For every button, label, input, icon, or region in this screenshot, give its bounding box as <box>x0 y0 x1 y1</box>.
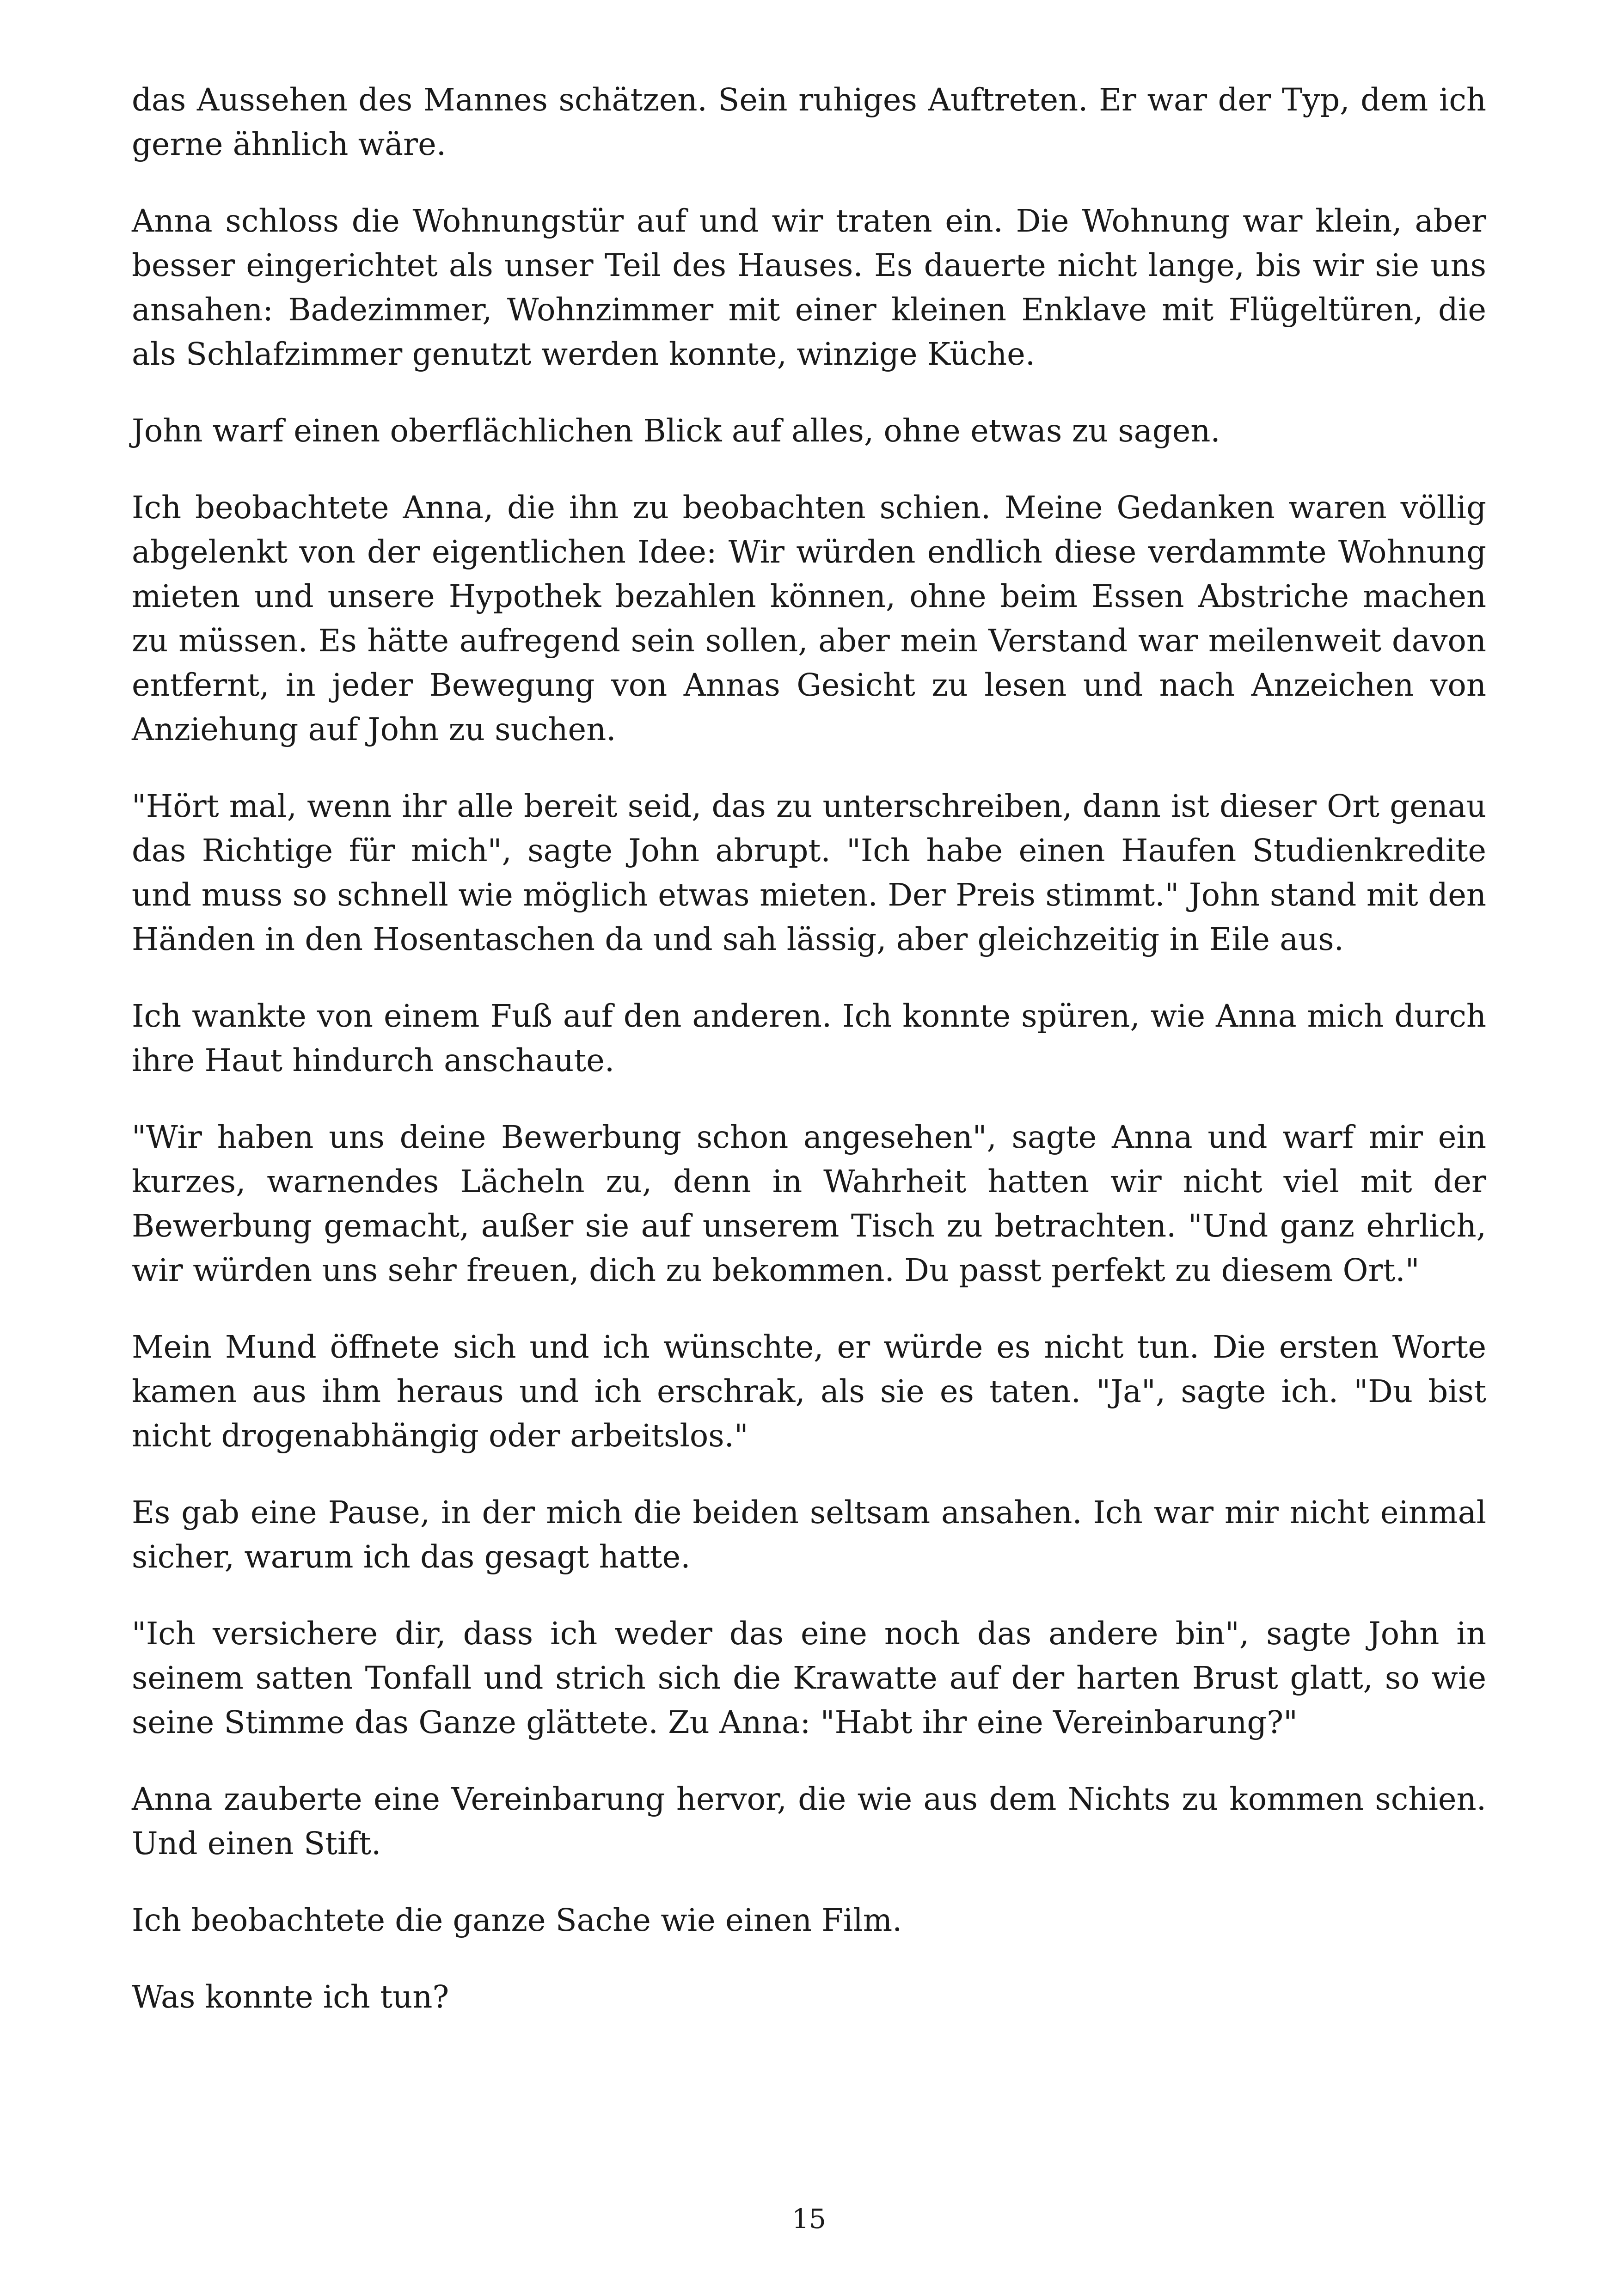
paragraph-5: "Hört mal, wenn ihr alle bereit seid, das zu unterschreiben, dann ist dieser Ort genau das Richtige für mich", sagte John abrupt. "Ich habe einen Haufen Studienkredite und muss so schnell wie möglich etwas mieten. Der Preis stimmt." John stand mit den Händen in den Hosentaschen da und sah lässig, aber gleichzeitig in Eile aus. <box>132 788 1486 957</box>
paragraph-10: "Ich versichere dir, dass ich weder das eine noch das andere bin", sagte John in seinem satten Tonfall und strich sich die Krawatte auf der harten Brust glatt, so wie seine Stimme das Ganze glättete. Zu Anna: "Habt ihr eine Vereinbarung?" <box>132 1616 1486 1740</box>
text-body <box>132 78 1486 2051</box>
paragraph-8: Mein Mund öffnete sich und ich wünschte, er würde es nicht tun. Die ersten Worte kamen aus ihm heraus und ich erschrak, als sie es taten. "Ja", sagte ich. "Du bist nicht drogenabhängig oder arbeitslos." <box>132 1329 1486 1454</box>
paragraph-6: Ich wankte von einem Fuß auf den anderen. Ich konnte spüren, wie Anna mich durch ihre Haut hindurch anschaute. <box>132 998 1486 1078</box>
paragraph-3: John warf einen oberflächlichen Blick auf alles, ohne etwas zu sagen. <box>132 413 1220 449</box>
paragraph-2: Anna schloss die Wohnungstür auf und wir traten ein. Die Wohnung war klein, aber besser eingerichtet als unser Teil des Hauses. Es dauerte nicht lange, bis wir sie uns ansahen: Badezimmer, Wohnzimmer mit einer kleinen Enklave mit Flügeltüren, die als Schlafzimmer genutzt werden konnte, winzige Küche. <box>132 203 1486 372</box>
paragraph-1: das Aussehen des Mannes schätzen. Sein ruhiges Auftreten. Er war der Typ, dem ich gerne ähnlich wäre. <box>132 82 1486 162</box>
paragraph-4: Ich beobachtete Anna, die ihn zu beobachten schien. Meine Gedanken waren völlig abgelenkt von der eigentlichen Idee: Wir würden endlich diese verdammte Wohnung mieten und unsere Hypothek bezahlen können, ohne beim Essen Abstriche machen zu müssen. Es hätte aufregend sein sollen, aber mein Verstand war meilenweit davon entfernt, in jeder Bewegung von Annas Gesicht zu lesen und nach Anzeichen von Anziehung auf John zu suchen. <box>132 490 1486 747</box>
paragraph-13: Was konnte ich tun? <box>132 1979 449 2015</box>
paragraph-11: Anna zauberte eine Vereinbarung hervor, die wie aus dem Nichts zu kommen schien. Und einen Stift. <box>132 1781 1486 1861</box>
paragraph-7: "Wir haben uns deine Bewerbung schon angesehen", sagte Anna und warf mir ein kurzes, warnendes Lächeln zu, denn in Wahrheit hatten wir nicht viel mit der Bewerbung gemacht, außer sie auf unserem Tisch zu betrachten. "Und ganz ehrlich, wir würden uns sehr freuen, dich zu bekommen. Du passt perfekt zu diesem Ort." <box>132 1119 1486 1288</box>
page-number: 15 <box>792 2203 826 2235</box>
paragraph-12: Ich beobachtete die ganze Sache wie einen Film. <box>132 1902 902 1938</box>
paragraph-9: Es gab eine Pause, in der mich die beiden seltsam ansahen. Ich war mir nicht einmal sicher, warum ich das gesagt hatte. <box>132 1494 1486 1575</box>
